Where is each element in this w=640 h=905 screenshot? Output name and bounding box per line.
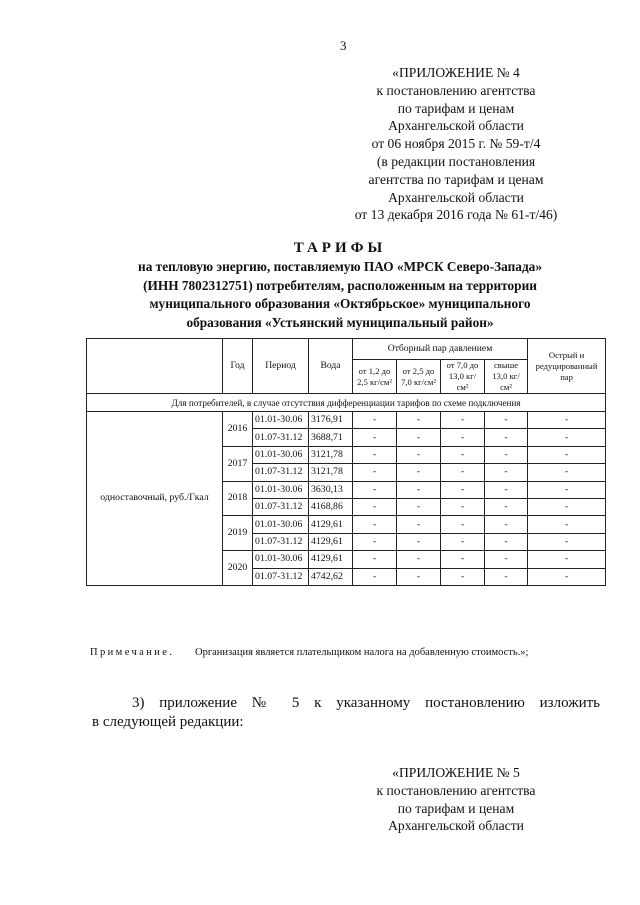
dash-cell: - [353, 464, 397, 481]
period-cell: 01.07-31.12 [253, 533, 309, 550]
dash-cell: - [441, 568, 485, 585]
annex-line: по тарифам и ценам [397, 100, 515, 116]
dash-cell: - [397, 568, 441, 585]
dash-cell: - [397, 551, 441, 568]
dash-cell: - [528, 551, 606, 568]
period-cell: 01.07-31.12 [253, 498, 309, 515]
dash-cell: - [528, 568, 606, 585]
dash-cell: - [528, 464, 606, 481]
annex-line: (в редакции постановления [376, 153, 536, 169]
water-cell: 3630,13 [309, 481, 353, 498]
annex-line: «ПРИЛОЖЕНИЕ № 5 [392, 765, 520, 780]
dash-cell: - [485, 551, 528, 568]
water-cell: 3121,78 [309, 464, 353, 481]
subtitle-line: муниципального образования «Октябрьское» муниципального [149, 296, 531, 311]
dash-cell: - [397, 516, 441, 533]
water-cell: 3688,71 [309, 429, 353, 446]
year-cell: 2017 [223, 446, 253, 481]
paragraph-line: 3) приложение № 5 к указанному постановлению изложить [132, 695, 600, 711]
header-empty [87, 339, 223, 394]
note-label: Примечание. [90, 647, 175, 658]
dash-cell: - [397, 429, 441, 446]
dash-cell: - [528, 533, 606, 550]
header-period: Период [253, 339, 309, 394]
dash-cell: - [353, 412, 397, 429]
dash-cell: - [485, 481, 528, 498]
annex-line: к постановлению агентства [376, 82, 536, 98]
dash-cell: - [397, 533, 441, 550]
annex-header-5 [340, 764, 572, 835]
water-cell: 4129,61 [309, 551, 353, 568]
subtitle-line: образования «Устьянский муниципальный район» [186, 314, 494, 330]
period-cell: 01.07-31.12 [253, 464, 309, 481]
dash-cell: - [528, 429, 606, 446]
water-cell: 4129,61 [309, 516, 353, 533]
dash-cell: - [397, 498, 441, 515]
title-heading: ТАРИФЫ [293, 240, 387, 256]
dash-cell: - [485, 533, 528, 550]
dash-cell: - [485, 568, 528, 585]
title-subtitle [90, 258, 590, 332]
annex-line: от 06 ноября 2015 г. № 59-т/4 [371, 136, 541, 152]
period-cell: 01.01-30.06 [253, 481, 309, 498]
water-cell: 4742,62 [309, 568, 353, 585]
tariff-table [86, 338, 606, 586]
dash-cell: - [441, 516, 485, 533]
dash-cell: - [441, 464, 485, 481]
water-cell: 3176,91 [309, 412, 353, 429]
dash-cell: - [528, 516, 606, 533]
dash-cell: - [397, 412, 441, 429]
dash-cell: - [441, 412, 485, 429]
dash-cell: - [528, 446, 606, 463]
dash-cell: - [485, 412, 528, 429]
dash-cell: - [397, 481, 441, 498]
subtitle-line: (ИНН 7802312751) потребителям, расположенным на территории [143, 277, 537, 293]
annex-line: Архангельской области [388, 818, 524, 834]
paragraph-line: в следующей редакции: [92, 714, 244, 730]
dash-cell: - [485, 446, 528, 463]
dash-cell: - [441, 533, 485, 550]
dash-cell: - [353, 551, 397, 568]
dash-cell: - [353, 481, 397, 498]
header-steam-group: Отборный пар давлением [353, 339, 528, 360]
period-cell: 01.01-30.06 [253, 446, 309, 463]
header-year: Год [223, 339, 253, 394]
dash-cell: - [441, 498, 485, 515]
water-cell: 4129,61 [309, 533, 353, 550]
subtitle-line: на тепловую энергию, поставляемую ПАО «МРСК Северо-Запада» [138, 259, 542, 274]
header-steam-2: от 2,5 до 7,0 кг/см² [397, 360, 441, 394]
period-cell: 01.01-30.06 [253, 516, 309, 533]
document-title [90, 238, 590, 332]
dash-cell: - [397, 464, 441, 481]
dash-cell: - [485, 498, 528, 515]
note-text: Организация является плательщиком налога на добавленную стоимость.»; [195, 647, 529, 658]
row-label: одноставочный, руб./Гкал [87, 412, 223, 586]
annex-line: «ПРИЛОЖЕНИЕ № 4 [392, 65, 520, 80]
table-note [90, 647, 528, 658]
header-steam-4: свыше 13,0 кг/см² [485, 360, 528, 394]
page-number: 3 [340, 38, 347, 53]
dash-cell: - [528, 412, 606, 429]
dash-cell: - [353, 429, 397, 446]
period-cell: 01.07-31.12 [253, 568, 309, 585]
amendment-paragraph [92, 694, 600, 732]
annex-line: от 13 декабря 2016 года № 61-т/46) [354, 207, 558, 223]
dash-cell: - [353, 568, 397, 585]
annex-line: по тарифам и ценам [397, 800, 515, 816]
header-sharp-steam: Острый и редуцированный пар [528, 339, 606, 394]
period-cell: 01.07-31.12 [253, 429, 309, 446]
dash-cell: - [353, 498, 397, 515]
annex-line: агентства по тарифам и ценам [368, 171, 544, 187]
dash-cell: - [441, 429, 485, 446]
table-span-note: Для потребителей, в случае отсутствия дифференциации тарифов по схеме подключения [87, 394, 606, 412]
dash-cell: - [485, 464, 528, 481]
annex-header-4 [340, 64, 572, 224]
dash-cell: - [441, 446, 485, 463]
year-cell: 2018 [223, 481, 253, 516]
water-cell: 4168,86 [309, 498, 353, 515]
annex-line: Архангельской области [388, 118, 524, 134]
year-cell: 2019 [223, 516, 253, 551]
dash-cell: - [485, 516, 528, 533]
dash-cell: - [397, 446, 441, 463]
dash-cell: - [441, 551, 485, 568]
dash-cell: - [353, 516, 397, 533]
period-cell: 01.01-30.06 [253, 412, 309, 429]
dash-cell: - [528, 481, 606, 498]
header-steam-1: от 1,2 до 2,5 кг/см² [353, 360, 397, 394]
header-steam-3: от 7,0 до 13,0 кг/см² [441, 360, 485, 394]
dash-cell: - [528, 498, 606, 515]
dash-cell: - [353, 446, 397, 463]
period-cell: 01.01-30.06 [253, 551, 309, 568]
header-water: Вода [309, 339, 353, 394]
annex-line: к постановлению агентства [376, 782, 536, 798]
year-cell: 2020 [223, 551, 253, 586]
dash-cell: - [485, 429, 528, 446]
year-cell: 2016 [223, 412, 253, 447]
table-row [87, 412, 606, 429]
water-cell: 3121,78 [309, 446, 353, 463]
dash-cell: - [353, 533, 397, 550]
dash-cell: - [441, 481, 485, 498]
annex-line: Архангельской области [388, 189, 524, 205]
